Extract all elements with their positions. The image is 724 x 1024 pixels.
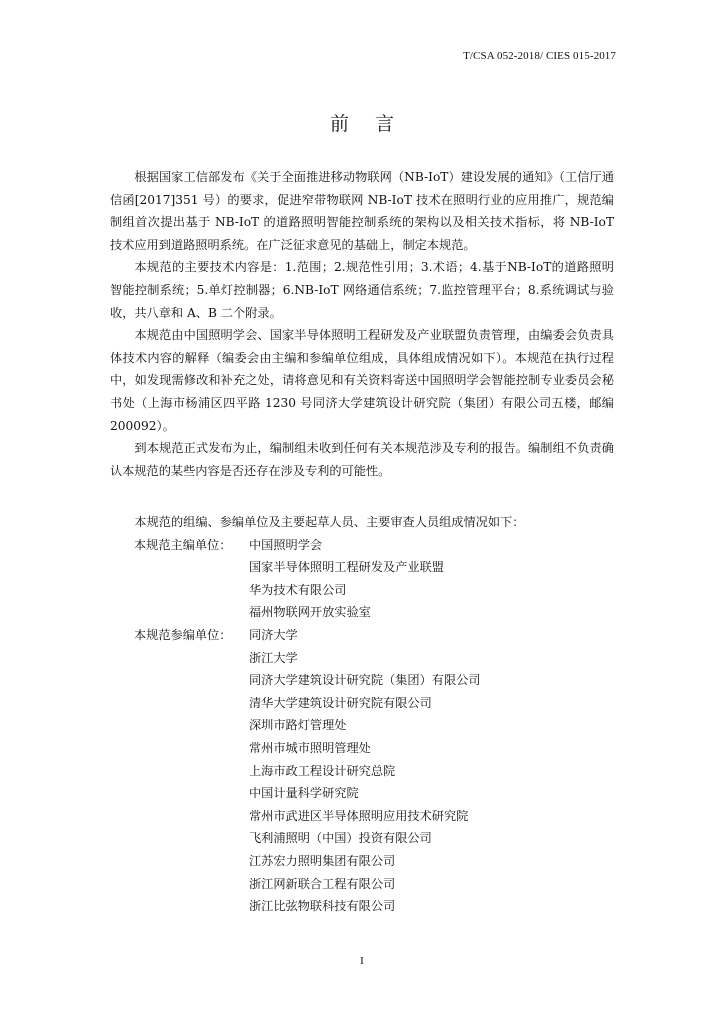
unit-row — [110, 692, 614, 715]
unit-row — [110, 601, 614, 624]
unit-name: 华为技术有限公司 — [249, 582, 347, 597]
unit-name: 常州市城市照明管理处 — [249, 740, 371, 755]
unit-name: 浙江比弦物联科技有限公司 — [249, 899, 396, 914]
unit-name: 浙江大学 — [249, 650, 298, 665]
unit-label-spacer — [110, 692, 249, 715]
unit-label-spacer — [110, 827, 249, 850]
unit-name: 清华大学建筑设计研究院有限公司 — [249, 695, 432, 710]
unit-row — [110, 647, 614, 670]
unit-name: 常州市武进区半导体照明应用技术研究院 — [249, 808, 469, 823]
unit-label-spacer — [110, 669, 249, 692]
unit-label-spacer — [110, 873, 249, 896]
unit-label-spacer — [110, 601, 249, 624]
unit-row — [110, 782, 614, 805]
unit-label-spacer — [110, 782, 249, 805]
unit-row — [110, 895, 614, 918]
unit-name: 中国计量科学研究院 — [249, 786, 359, 801]
unit-name: 飞利浦照明（中国）投资有限公司 — [249, 831, 432, 846]
unit-row — [110, 827, 614, 850]
unit-label-spacer — [110, 760, 249, 783]
unit-label-spacer — [110, 737, 249, 760]
unit-label-spacer — [110, 895, 249, 918]
paragraph-background: 根据国家工信部发布《关于全面推进移动物联网（NB-IoT）建设发展的通知》（工信厅通信函[2017]351 号）的要求，促进窄带物联网 NB-IoT 技术在照明行业的应用推广，规范编制组首次提出基于 NB-IoT 的道路照明智能控制系统的架构以及相关技术指标，将 NB-IoT 技术应用到道路照明系统。在广泛征求意见的基础上，制定本规范。 — [110, 170, 614, 252]
unit-row — [110, 873, 614, 896]
unit-name: 浙江网新联合工程有限公司 — [249, 876, 396, 891]
unit-name: 深圳市路灯管理处 — [249, 718, 347, 733]
unit-name: 福州物联网开放实验室 — [249, 605, 371, 620]
unit-label-spacer — [110, 805, 249, 828]
unit-row — [110, 579, 614, 602]
chief-units — [110, 534, 614, 624]
unit-label-spacer — [110, 850, 249, 873]
unit-row — [110, 534, 614, 557]
participating-units-label: 本规范参编单位： — [134, 627, 232, 642]
page-number: I — [360, 955, 364, 967]
unit-row — [110, 624, 614, 647]
unit-name: 上海市政工程设计研究总院 — [249, 763, 396, 778]
unit-row — [110, 805, 614, 828]
unit-row — [110, 556, 614, 579]
paragraph-management: 本规范由中国照明学会、国家半导体照明工程研发及产业联盟负责管理，由编委会负责具体技术内容的解释（编委会由主编和参编单位组成，具体组成情况如下）。本规范在执行过程中，如发现需修改和补充之处，请将意见和有关资料寄送中国照明学会智能控制专业委员会秘书处（上海市杨浦区四平路 1230 号同济大学建筑设计研究院（集团）有限公司五楼，邮编 200092）。 — [110, 328, 614, 433]
unit-name: 同济大学 — [249, 627, 298, 642]
unit-row — [110, 737, 614, 760]
paragraph-patent: 到本规范正式发布为止，编制组未收到任何有关本规范涉及专利的报告。编制组不负责确认本规范的某些内容是否还存在涉及专利的可能性。 — [110, 441, 614, 478]
unit-row — [110, 714, 614, 737]
unit-row — [110, 760, 614, 783]
chief-units-label: 本规范主编单位： — [134, 537, 232, 552]
unit-name: 中国照明学会 — [249, 537, 323, 552]
unit-label-spacer — [110, 556, 249, 579]
unit-row — [110, 850, 614, 873]
unit-row — [110, 669, 614, 692]
drafting-units — [110, 511, 614, 918]
unit-label-spacer — [110, 647, 249, 670]
page-title: 前言 — [329, 113, 420, 135]
foreword-body — [110, 166, 614, 482]
units-intro: 本规范的组编、参编单位及主要起草人员、主要审查人员组成情况如下： — [134, 515, 525, 529]
unit-name: 同济大学建筑设计研究院（集团）有限公司 — [249, 673, 481, 688]
unit-name: 国家半导体照明工程研发及产业联盟 — [249, 560, 444, 575]
paragraph-content: 本规范的主要技术内容是：1.范围；2.规范性引用；3.术语；4.基于NB-IoT的道路照明智能控制系统；5.单灯控制器；6.NB-IoT 网络通信系统；7.监控管理平台；8.系统调试与验收，共八章和 A、B 二个附录。 — [110, 260, 614, 320]
unit-name: 江苏宏力照明集团有限公司 — [249, 853, 396, 868]
unit-label-spacer — [110, 714, 249, 737]
standard-code: T/CSA 052-2018/ CIES 015-2017 — [463, 50, 616, 62]
unit-label-spacer — [110, 579, 249, 602]
participating-units — [110, 624, 614, 918]
